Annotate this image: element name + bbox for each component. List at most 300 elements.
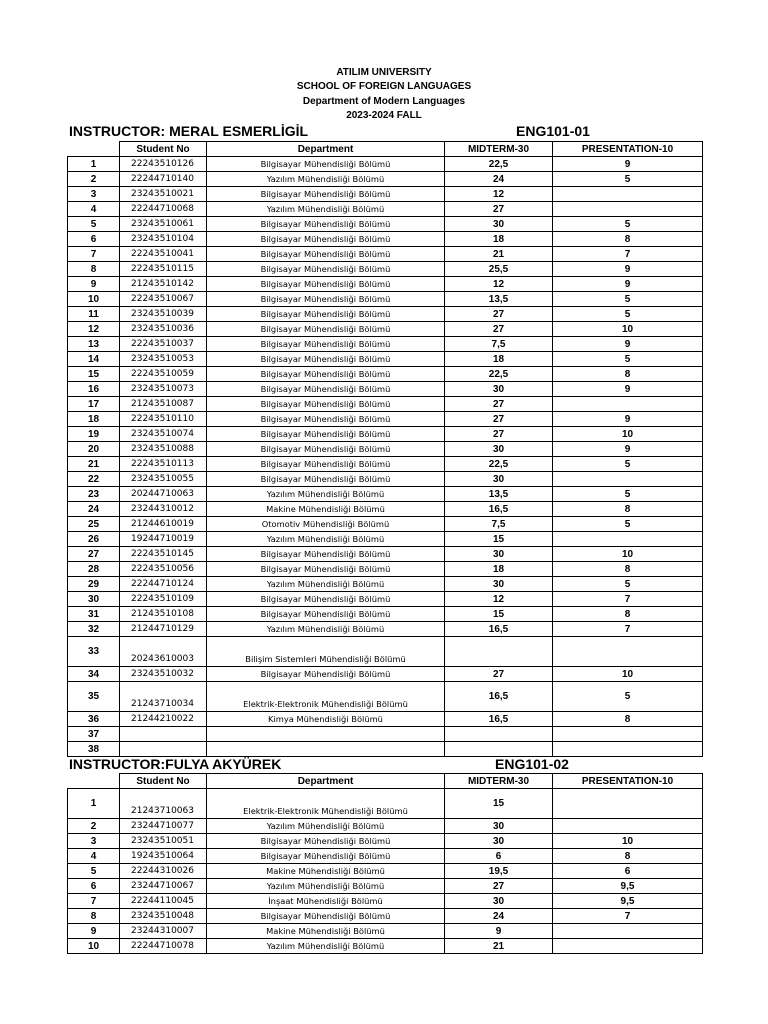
student-no-cell: 22243510145 — [120, 547, 207, 562]
section2-course: ENG101-02 — [495, 756, 569, 772]
student-no-cell: 22243510109 — [120, 592, 207, 607]
row-number: 32 — [68, 622, 120, 637]
department-cell: Yazılım Mühendisliği Bölümü — [207, 172, 445, 187]
presentation-cell: 8 — [553, 502, 703, 517]
student-no-cell: 22243510115 — [120, 262, 207, 277]
midterm-cell: 27 — [445, 397, 553, 412]
presentation-cell: 5 — [553, 682, 703, 712]
presentation-cell: 6 — [553, 864, 703, 879]
department-cell: Yazılım Mühendisliği Bölümü — [207, 879, 445, 894]
department-cell: İnşaat Mühendisliği Bölümü — [207, 894, 445, 909]
row-number: 9 — [68, 924, 120, 939]
presentation-cell: 7 — [553, 909, 703, 924]
student-no-cell: 22244710124 — [120, 577, 207, 592]
department-cell: Bilgisayar Mühendisliği Bölümü — [207, 472, 445, 487]
table-row — [68, 517, 703, 532]
presentation-cell: 7 — [553, 622, 703, 637]
row-number: 33 — [68, 637, 120, 667]
student-no-cell: 21244210022 — [120, 712, 207, 727]
midterm-cell: 27 — [445, 202, 553, 217]
table-row — [68, 547, 703, 562]
table-row — [68, 382, 703, 397]
department-cell — [207, 742, 445, 757]
midterm-cell — [445, 727, 553, 742]
table-row — [68, 217, 703, 232]
presentation-cell: 5 — [553, 307, 703, 322]
presentation-cell: 9,5 — [553, 894, 703, 909]
department-cell: Yazılım Mühendisliği Bölümü — [207, 939, 445, 954]
department-header: Department — [207, 774, 445, 789]
student-no-cell: 21243710034 — [120, 682, 207, 712]
header-department: Department of Modern Languages — [302, 96, 466, 107]
midterm-header: MIDTERM-30 — [445, 142, 553, 157]
table-row — [68, 622, 703, 637]
table-row — [68, 789, 703, 819]
midterm-cell — [445, 742, 553, 757]
department-cell: Makine Mühendisliği Bölümü — [207, 502, 445, 517]
table-row — [68, 879, 703, 894]
department-cell: Bilgisayar Mühendisliği Bölümü — [207, 397, 445, 412]
presentation-cell: 5 — [553, 577, 703, 592]
table-row — [68, 682, 703, 712]
row-number: 25 — [68, 517, 120, 532]
table-row — [68, 909, 703, 924]
student-no-cell: 19243510064 — [120, 849, 207, 864]
department-cell: Bilgisayar Mühendisliği Bölümü — [207, 367, 445, 382]
row-number: 19 — [68, 427, 120, 442]
department-cell: Bilgisayar Mühendisliği Bölümü — [207, 607, 445, 622]
student-no-cell: 22244710068 — [120, 202, 207, 217]
table-row — [68, 442, 703, 457]
student-no-cell: 21244710129 — [120, 622, 207, 637]
presentation-cell — [553, 637, 703, 667]
student-no-cell: 21243510108 — [120, 607, 207, 622]
row-number: 6 — [68, 232, 120, 247]
row-number: 37 — [68, 727, 120, 742]
department-cell: Elektrik-Elektronik Mühendisliği Bölümü — [207, 789, 445, 819]
midterm-cell: 18 — [445, 352, 553, 367]
row-number: 1 — [68, 789, 120, 819]
presentation-cell: 5 — [553, 352, 703, 367]
presentation-header: PRESENTATION-10 — [553, 142, 703, 157]
department-cell: Bilgisayar Mühendisliği Bölümü — [207, 849, 445, 864]
department-cell: Bilgisayar Mühendisliği Bölümü — [207, 307, 445, 322]
midterm-cell: 27 — [445, 307, 553, 322]
presentation-cell: 7 — [553, 247, 703, 262]
table-row — [68, 202, 703, 217]
student-no-cell: 22243510059 — [120, 367, 207, 382]
student-no-cell: 22243510126 — [120, 157, 207, 172]
row-number: 34 — [68, 667, 120, 682]
department-cell: Bilgisayar Mühendisliği Bölümü — [207, 262, 445, 277]
student-no-cell: 22243510056 — [120, 562, 207, 577]
presentation-cell: 5 — [553, 457, 703, 472]
department-cell: Bilgisayar Mühendisliği Bölümü — [207, 292, 445, 307]
row-number: 36 — [68, 712, 120, 727]
row-number: 2 — [68, 172, 120, 187]
presentation-cell — [553, 397, 703, 412]
table-header-row — [68, 142, 703, 157]
midterm-cell: 30 — [445, 819, 553, 834]
department-cell: Kimya Mühendisliği Bölümü — [207, 712, 445, 727]
midterm-cell: 12 — [445, 277, 553, 292]
table-row — [68, 412, 703, 427]
midterm-cell: 27 — [445, 412, 553, 427]
student-no-cell: 23243510021 — [120, 187, 207, 202]
presentation-cell: 8 — [553, 849, 703, 864]
presentation-cell: 9 — [553, 262, 703, 277]
row-number: 35 — [68, 682, 120, 712]
table-row — [68, 307, 703, 322]
midterm-cell: 16,5 — [445, 502, 553, 517]
row-number: 17 — [68, 397, 120, 412]
student-no-cell — [120, 727, 207, 742]
presentation-cell: 9 — [553, 412, 703, 427]
table-row — [68, 292, 703, 307]
table-row — [68, 592, 703, 607]
table-row — [68, 607, 703, 622]
row-number: 38 — [68, 742, 120, 757]
presentation-cell: 8 — [553, 607, 703, 622]
midterm-cell: 7,5 — [445, 517, 553, 532]
table-row — [68, 277, 703, 292]
row-number: 18 — [68, 412, 120, 427]
table-row — [68, 819, 703, 834]
student-no-cell: 23243510073 — [120, 382, 207, 397]
student-no-header: Student No — [120, 774, 207, 789]
midterm-cell: 21 — [445, 939, 553, 954]
table-row — [68, 487, 703, 502]
midterm-cell: 27 — [445, 427, 553, 442]
table-row — [68, 262, 703, 277]
student-no-cell: 20243610003 — [120, 637, 207, 667]
student-no-cell: 19244710019 — [120, 532, 207, 547]
table-row — [68, 727, 703, 742]
section1-instructor: INSTRUCTOR: MERAL ESMERLİGİL — [69, 123, 309, 139]
presentation-header: PRESENTATION-10 — [553, 774, 703, 789]
department-cell: Yazılım Mühendisliği Bölümü — [207, 577, 445, 592]
department-cell: Bilgisayar Mühendisliği Bölümü — [207, 247, 445, 262]
student-no-cell: 23243510053 — [120, 352, 207, 367]
midterm-cell: 30 — [445, 382, 553, 397]
student-no-cell: 23243510032 — [120, 667, 207, 682]
table-row — [68, 532, 703, 547]
student-no-cell: 22243510110 — [120, 412, 207, 427]
row-number: 13 — [68, 337, 120, 352]
row-number: 3 — [68, 834, 120, 849]
section2-instructor: INSTRUCTOR:FULYA AKYÜREK — [69, 756, 282, 772]
midterm-cell: 30 — [445, 217, 553, 232]
table-row — [68, 157, 703, 172]
midterm-cell: 13,5 — [445, 487, 553, 502]
presentation-cell: 10 — [553, 667, 703, 682]
student-no-cell: 23243510055 — [120, 472, 207, 487]
midterm-cell: 30 — [445, 834, 553, 849]
midterm-cell: 30 — [445, 442, 553, 457]
table-row — [68, 849, 703, 864]
row-number: 5 — [68, 217, 120, 232]
student-no-cell: 22243510041 — [120, 247, 207, 262]
student-no-cell: 23244710067 — [120, 879, 207, 894]
midterm-cell: 18 — [445, 232, 553, 247]
department-cell: Bilgisayar Mühendisliği Bölümü — [207, 187, 445, 202]
department-cell: Bilgisayar Mühendisliği Bölümü — [207, 412, 445, 427]
student-no-cell: 23243510048 — [120, 909, 207, 924]
midterm-cell: 27 — [445, 667, 553, 682]
midterm-cell: 16,5 — [445, 712, 553, 727]
row-number: 10 — [68, 292, 120, 307]
row-number: 23 — [68, 487, 120, 502]
midterm-cell: 15 — [445, 607, 553, 622]
presentation-cell: 9 — [553, 442, 703, 457]
row-number: 5 — [68, 864, 120, 879]
student-no-cell: 23244710077 — [120, 819, 207, 834]
presentation-cell — [553, 202, 703, 217]
student-no-cell: 22244710078 — [120, 939, 207, 954]
presentation-cell: 9,5 — [553, 879, 703, 894]
header-term: 2023-2024 FALL — [346, 110, 422, 121]
table-row — [68, 367, 703, 382]
midterm-cell: 15 — [445, 532, 553, 547]
midterm-cell: 22,5 — [445, 157, 553, 172]
midterm-cell: 19,5 — [445, 864, 553, 879]
department-cell: Bilgisayar Mühendisliği Bölümü — [207, 427, 445, 442]
row-number: 30 — [68, 592, 120, 607]
section1-course: ENG101-01 — [516, 123, 590, 139]
presentation-cell: 9 — [553, 157, 703, 172]
student-no-cell: 22244710140 — [120, 172, 207, 187]
student-no-cell: 21243510087 — [120, 397, 207, 412]
section2-table — [67, 773, 703, 954]
row-number: 3 — [68, 187, 120, 202]
midterm-cell: 30 — [445, 472, 553, 487]
midterm-cell: 21 — [445, 247, 553, 262]
presentation-cell: 5 — [553, 172, 703, 187]
row-number: 4 — [68, 202, 120, 217]
midterm-cell: 22,5 — [445, 457, 553, 472]
presentation-cell: 5 — [553, 217, 703, 232]
department-cell: Bilgisayar Mühendisliği Bölümü — [207, 442, 445, 457]
student-no-cell: 21243510142 — [120, 277, 207, 292]
presentation-cell: 10 — [553, 322, 703, 337]
student-no-cell: 23243510051 — [120, 834, 207, 849]
department-cell: Yazılım Mühendisliği Bölümü — [207, 532, 445, 547]
table-row — [68, 352, 703, 367]
student-no-cell: 23244310012 — [120, 502, 207, 517]
midterm-cell: 16,5 — [445, 622, 553, 637]
student-no-cell: 23244310007 — [120, 924, 207, 939]
table-row — [68, 667, 703, 682]
row-number: 27 — [68, 547, 120, 562]
table-row — [68, 577, 703, 592]
midterm-cell: 30 — [445, 894, 553, 909]
presentation-cell — [553, 819, 703, 834]
student-no-cell: 21244610019 — [120, 517, 207, 532]
row-number: 20 — [68, 442, 120, 457]
header-school: SCHOOL OF FOREIGN LANGUAGES — [296, 81, 472, 92]
department-cell: Bilgisayar Mühendisliği Bölümü — [207, 834, 445, 849]
department-cell: Yazılım Mühendisliği Bölümü — [207, 487, 445, 502]
table-row — [68, 427, 703, 442]
midterm-cell: 6 — [445, 849, 553, 864]
midterm-cell: 24 — [445, 172, 553, 187]
table-row — [68, 232, 703, 247]
presentation-cell: 10 — [553, 547, 703, 562]
table-row — [68, 397, 703, 412]
presentation-cell: 9 — [553, 337, 703, 352]
presentation-cell: 8 — [553, 562, 703, 577]
row-number: 10 — [68, 939, 120, 954]
department-cell: Otomotiv Mühendisliği Bölümü — [207, 517, 445, 532]
midterm-cell: 25,5 — [445, 262, 553, 277]
row-number: 14 — [68, 352, 120, 367]
presentation-cell: 8 — [553, 712, 703, 727]
department-cell: Bilgisayar Mühendisliği Bölümü — [207, 547, 445, 562]
student-no-cell — [120, 742, 207, 757]
table-row — [68, 924, 703, 939]
department-cell: Bilgisayar Mühendisliği Bölümü — [207, 232, 445, 247]
department-cell: Bilgisayar Mühendisliği Bölümü — [207, 667, 445, 682]
table-row — [68, 187, 703, 202]
presentation-cell: 5 — [553, 517, 703, 532]
row-number: 4 — [68, 849, 120, 864]
presentation-cell: 8 — [553, 232, 703, 247]
row-number: 24 — [68, 502, 120, 517]
student-no-cell: 21243710063 — [120, 789, 207, 819]
presentation-cell — [553, 187, 703, 202]
midterm-cell: 12 — [445, 187, 553, 202]
presentation-cell: 9 — [553, 277, 703, 292]
department-cell: Bilgisayar Mühendisliği Bölümü — [207, 322, 445, 337]
table-row — [68, 742, 703, 757]
student-no-cell: 22243510113 — [120, 457, 207, 472]
presentation-cell — [553, 532, 703, 547]
presentation-cell: 7 — [553, 592, 703, 607]
presentation-cell: 10 — [553, 834, 703, 849]
department-cell: Elektrik-Elektronik Mühendisliği Bölümü — [207, 682, 445, 712]
department-cell: Makine Mühendisliği Bölümü — [207, 924, 445, 939]
midterm-cell: 30 — [445, 547, 553, 562]
presentation-cell — [553, 742, 703, 757]
presentation-cell — [553, 727, 703, 742]
row-number: 31 — [68, 607, 120, 622]
presentation-cell: 9 — [553, 382, 703, 397]
section2-rows — [68, 789, 703, 954]
midterm-cell — [445, 637, 553, 667]
row-number: 7 — [68, 247, 120, 262]
department-cell: Bilgisayar Mühendisliği Bölümü — [207, 277, 445, 292]
midterm-cell: 9 — [445, 924, 553, 939]
row-number: 1 — [68, 157, 120, 172]
student-no-cell: 20244710063 — [120, 487, 207, 502]
department-cell: Bilgisayar Mühendisliği Bölümü — [207, 592, 445, 607]
presentation-cell — [553, 939, 703, 954]
department-cell: Bilgisayar Mühendisliği Bölümü — [207, 909, 445, 924]
department-cell: Yazılım Mühendisliği Bölümü — [207, 819, 445, 834]
department-cell: Yazılım Mühendisliği Bölümü — [207, 622, 445, 637]
row-number: 28 — [68, 562, 120, 577]
no-header — [68, 774, 120, 789]
presentation-cell: 10 — [553, 427, 703, 442]
midterm-cell: 27 — [445, 879, 553, 894]
student-no-cell: 22243510067 — [120, 292, 207, 307]
row-number: 29 — [68, 577, 120, 592]
department-cell: Bilgisayar Mühendisliği Bölümü — [207, 352, 445, 367]
row-number: 8 — [68, 909, 120, 924]
presentation-cell — [553, 472, 703, 487]
presentation-cell: 5 — [553, 292, 703, 307]
header-university: ATILIM UNIVERSITY — [336, 67, 432, 78]
row-number: 12 — [68, 322, 120, 337]
table-row — [68, 502, 703, 517]
table-row — [68, 712, 703, 727]
department-cell: Bilgisayar Mühendisliği Bölümü — [207, 457, 445, 472]
student-no-cell: 23243510061 — [120, 217, 207, 232]
section1-table — [67, 141, 703, 757]
department-cell: Bilgisayar Mühendisliği Bölümü — [207, 217, 445, 232]
student-no-cell: 23243510036 — [120, 322, 207, 337]
presentation-cell — [553, 924, 703, 939]
table-row — [68, 637, 703, 667]
row-number: 16 — [68, 382, 120, 397]
midterm-header: MIDTERM-30 — [445, 774, 553, 789]
department-cell: Bilgisayar Mühendisliği Bölümü — [207, 382, 445, 397]
department-cell: Yazılım Mühendisliği Bölümü — [207, 202, 445, 217]
table-row — [68, 939, 703, 954]
department-cell: Bilgisayar Mühendisliği Bölümü — [207, 157, 445, 172]
row-number: 7 — [68, 894, 120, 909]
table-row — [68, 457, 703, 472]
midterm-cell: 16,5 — [445, 682, 553, 712]
row-number: 8 — [68, 262, 120, 277]
table-header-row — [68, 774, 703, 789]
student-no-header: Student No — [120, 142, 207, 157]
row-number: 2 — [68, 819, 120, 834]
department-cell: Makine Mühendisliği Bölümü — [207, 864, 445, 879]
table-row — [68, 894, 703, 909]
midterm-cell: 22,5 — [445, 367, 553, 382]
row-number: 21 — [68, 457, 120, 472]
table-row — [68, 172, 703, 187]
midterm-cell: 13,5 — [445, 292, 553, 307]
department-header: Department — [207, 142, 445, 157]
student-no-cell: 23243510104 — [120, 232, 207, 247]
row-number: 15 — [68, 367, 120, 382]
table-row — [68, 322, 703, 337]
presentation-cell: 5 — [553, 487, 703, 502]
student-no-cell: 23243510039 — [120, 307, 207, 322]
table-row — [68, 562, 703, 577]
row-number: 6 — [68, 879, 120, 894]
midterm-cell: 15 — [445, 789, 553, 819]
table-row — [68, 864, 703, 879]
midterm-cell: 27 — [445, 322, 553, 337]
table-row — [68, 337, 703, 352]
table-row — [68, 472, 703, 487]
midterm-cell: 12 — [445, 592, 553, 607]
table-row — [68, 247, 703, 262]
presentation-cell — [553, 789, 703, 819]
student-no-cell: 23243510088 — [120, 442, 207, 457]
presentation-cell: 8 — [553, 367, 703, 382]
student-no-cell: 22243510037 — [120, 337, 207, 352]
department-cell: Bilgisayar Mühendisliği Bölümü — [207, 337, 445, 352]
midterm-cell: 18 — [445, 562, 553, 577]
department-cell: Bilgisayar Mühendisliği Bölümü — [207, 562, 445, 577]
row-number: 9 — [68, 277, 120, 292]
row-number: 26 — [68, 532, 120, 547]
student-no-cell: 22244310026 — [120, 864, 207, 879]
